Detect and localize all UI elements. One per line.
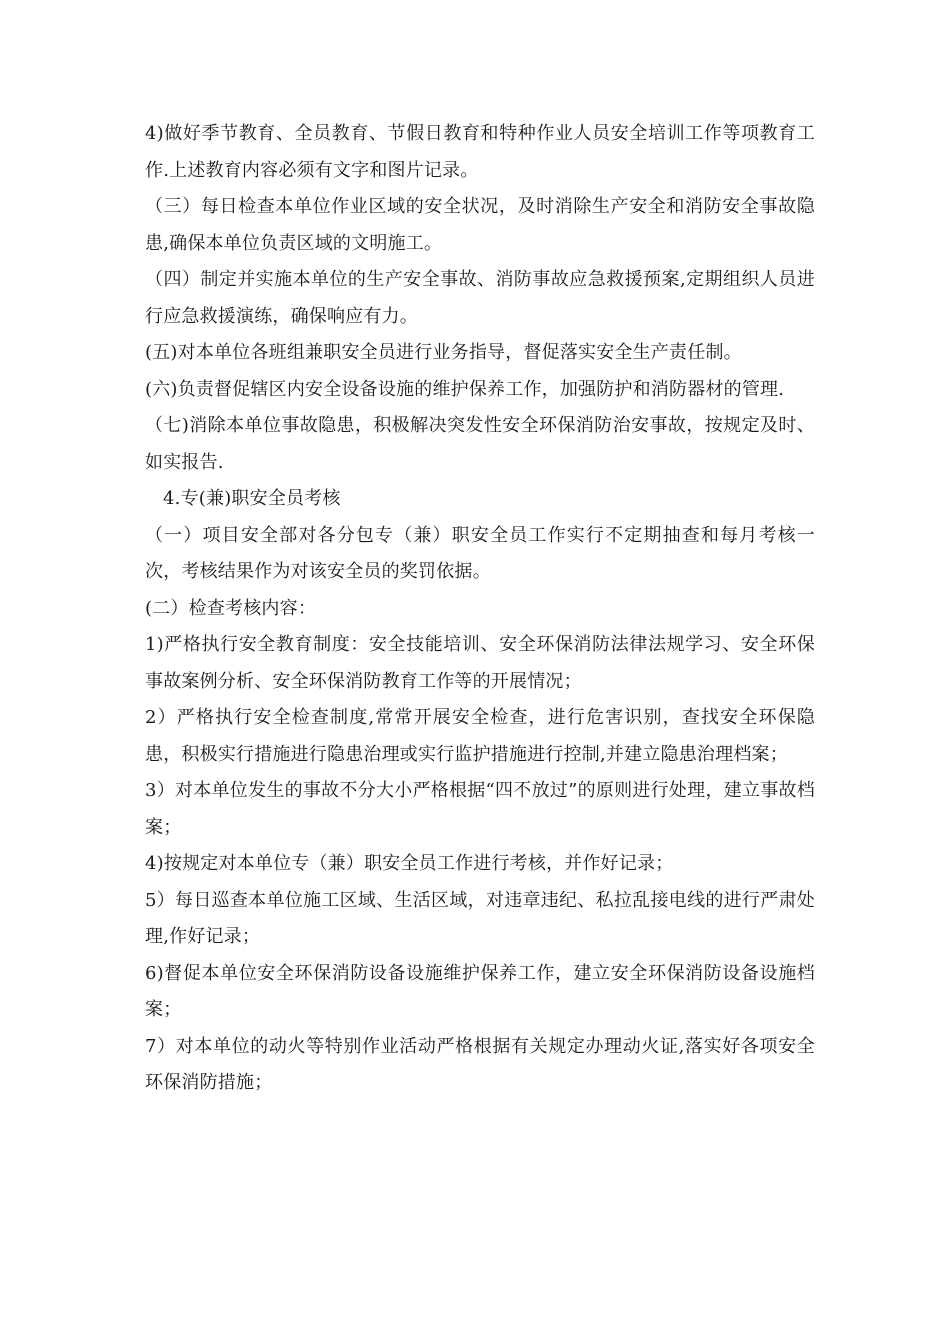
paragraph-equipment-maintenance: (六)负责督促辖区内安全设备设施的维护保养工作，加强防护和消防器材的管理. xyxy=(145,378,785,400)
paragraph-team-guidance: (五)对本单位各班组兼职安全员进行业务指导，督促落实安全生产责任制。 xyxy=(145,342,742,363)
list-item-accident-handling: 3）对本单位发生的事故不分大小严格根据“四不放过”的原则进行处理，建立事故档案； xyxy=(145,780,815,838)
paragraph-assessment-content: (二）检查考核内容： xyxy=(145,597,317,619)
list-item-facility-records: 6)督促本单位安全环保消防设备设施维护保养工作，建立安全环保消防设备设施档案； xyxy=(145,962,815,1020)
list-item-officer-assessment: 4)按规定对本单位专（兼）职安全员工作进行考核，并作好记录； xyxy=(145,853,674,874)
document-body xyxy=(145,116,815,1102)
paragraph-hazard-elimination: （七)消除本单位事故隐患，积极解决突发性安全环保消防治安事故，按规定及时、如实报告. xyxy=(145,415,815,473)
paragraph-spot-check: （一）项目安全部对各分包专（兼）职安全员工作实行不定期抽查和每月考核一次，考核结果作为对该安全员的奖罚依据。 xyxy=(145,524,815,582)
paragraph-emergency-plan: （四）制定并实施本单位的生产安全事故、消防事故应急救援预案,定期组织人员进行应急救援演练，确保响应有力。 xyxy=(145,269,815,327)
list-item-education-system: 1)严格执行安全教育制度：安全技能培训、安全环保消防法律法规学习、安全环保事故案例分析、安全环保消防教育工作等的开展情况； xyxy=(145,634,815,692)
list-item-hot-work: 7）对本单位的动火等特别作业活动严格根据有关规定办理动火证,落实好各项安全环保消防措施； xyxy=(145,1035,815,1093)
paragraph-education-records: 4)做好季节教育、全员教育、节假日教育和特种作业人员安全培训工作等项教育工作.上述教育内容必须有文字和图片记录。 xyxy=(145,123,815,181)
paragraph-daily-inspection: （三）每日检查本单位作业区域的安全状况，及时消除生产安全和消防安全事故隐患,确保本单位负责区域的文明施工。 xyxy=(145,196,815,254)
list-item-daily-patrol: 5）每日巡查本单位施工区域、生活区域，对违章违纪、私拉乱接电线的进行严肃处理,作好记录； xyxy=(145,889,815,947)
list-item-inspection-system: 2）严格执行安全检查制度,常常开展安全检查，进行危害识别，查找安全环保隐患，积极实行措施进行隐患治理或实行监护措施进行控制,并建立隐患治理档案； xyxy=(145,707,815,765)
section-heading-assessment: 4.专(兼)职安全员考核 xyxy=(163,488,341,509)
